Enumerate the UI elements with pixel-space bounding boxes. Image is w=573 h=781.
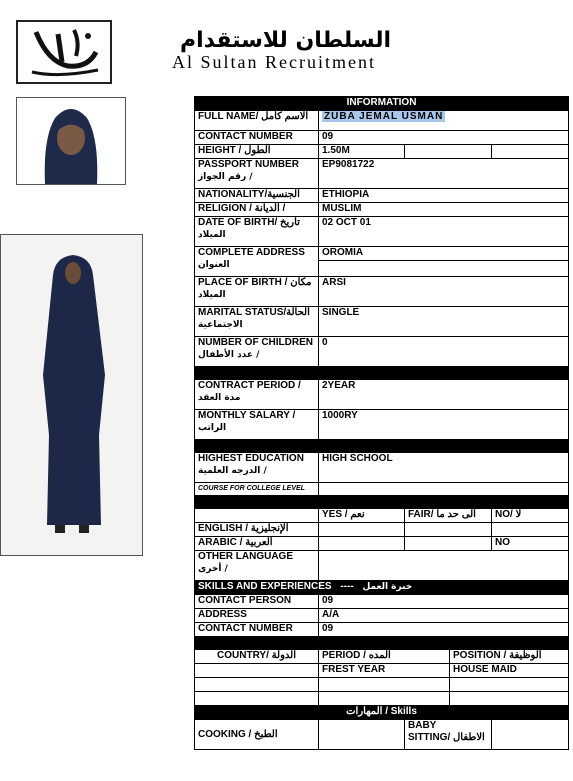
contract-label: CONTRACT PERIOD / مدة العقد xyxy=(195,380,319,410)
contact-number2-value: 09 xyxy=(319,623,569,637)
religion-label: RELIGION / الديانة / xyxy=(195,203,319,217)
children-value: 0 xyxy=(319,337,569,367)
country-column-header: COUNTRY/ الدولة xyxy=(195,650,319,664)
yes-column-header: YES / نعم xyxy=(319,509,405,523)
pob-label: PLACE OF BIRTH / مكان الميلاد xyxy=(195,277,319,307)
company-logo xyxy=(16,20,112,84)
religion-value: MUSLIM xyxy=(319,203,569,217)
height-value: 1.50M xyxy=(319,145,405,159)
children-label: NUMBER OF CHILDREN عدد الأطفال / xyxy=(195,337,319,367)
marital-value: SINGLE xyxy=(319,307,569,337)
skills-header: المهارات / Skills xyxy=(195,706,569,720)
full-name-value: ZUBA JEMAL USMAN xyxy=(324,111,444,122)
contact-number2-label: CONTACT NUMBER xyxy=(195,623,319,637)
passport-value: EP9081722 xyxy=(319,159,569,189)
period-value: FREST YEAR xyxy=(319,664,450,678)
portrait-photo xyxy=(16,97,126,185)
fair-column-header: FAIR/ الى حد ما xyxy=(405,509,492,523)
cv-form-table xyxy=(194,96,569,750)
marital-label: MARITAL STATUS/الحالة الاجتماعية xyxy=(195,307,319,337)
information-header: INFORMATION xyxy=(195,97,569,111)
company-name-arabic: السلطان للاستقدام xyxy=(180,28,392,53)
period-column-header: PERIOD / المده xyxy=(319,650,450,664)
english-label: ENGLISH / الإنجليزية xyxy=(195,523,319,537)
position-value: HOUSE MAID xyxy=(450,664,569,678)
nationality-label: NATIONALITY/الجنسية xyxy=(195,189,319,203)
salary-value: 1000RY xyxy=(319,410,569,440)
full-name-label: FULL NAME/ الاسم كامل xyxy=(195,111,319,131)
college-label: COURSE FOR COLLEGE LEVEL xyxy=(195,483,319,496)
cooking-label: COOKING / الطبخ xyxy=(195,720,319,750)
baby-sitting-label: BABY SITTING/ الاطفال xyxy=(405,720,492,750)
dob-value: 02 OCT 01 xyxy=(319,217,569,247)
contact-person-value: 09 xyxy=(319,595,569,609)
education-label: HIGHEST EDUCATION الدرجه العلمية / xyxy=(195,453,319,483)
address-label: COMPLETE ADDRESS العنوان xyxy=(195,247,319,277)
contact-number-label: CONTACT NUMBER xyxy=(195,131,319,145)
position-column-header: POSITION / الوظيفة xyxy=(450,650,569,664)
other-language-label: OTHER LANGUAGE أخرى / xyxy=(195,551,319,581)
address2-value: A/A xyxy=(319,609,569,623)
nationality-value: ETHIOPIA xyxy=(319,189,569,203)
height-label: HEIGHT / الطول xyxy=(195,145,319,159)
salary-label: MONTHLY SALARY / الراتب xyxy=(195,410,319,440)
address-value: OROMIA xyxy=(319,247,569,261)
contact-person-label: CONTACT PERSON xyxy=(195,595,319,609)
arabic-label: ARABIC / العربية xyxy=(195,537,319,551)
pob-value: ARSI xyxy=(319,277,569,307)
contact-number-value: 09 xyxy=(319,131,569,145)
company-name-english: Al Sultan Recruitment xyxy=(172,52,376,72)
address2-label: ADDRESS xyxy=(195,609,319,623)
no-column-header: NO/ لا xyxy=(492,509,569,523)
skills-experience-header: SKILLS AND EXPERIENCES ---- خبرة العمل xyxy=(195,581,569,595)
dob-label: DATE OF BIRTH/ تاريخ الميلاد xyxy=(195,217,319,247)
arabic-no-value: NO xyxy=(492,537,569,551)
education-value: HIGH SCHOOL xyxy=(319,453,569,483)
passport-label: PASSPORT NUMBER رقم الجواز / xyxy=(195,159,319,189)
contract-value: 2YEAR xyxy=(319,380,569,410)
full-body-photo xyxy=(0,234,143,556)
